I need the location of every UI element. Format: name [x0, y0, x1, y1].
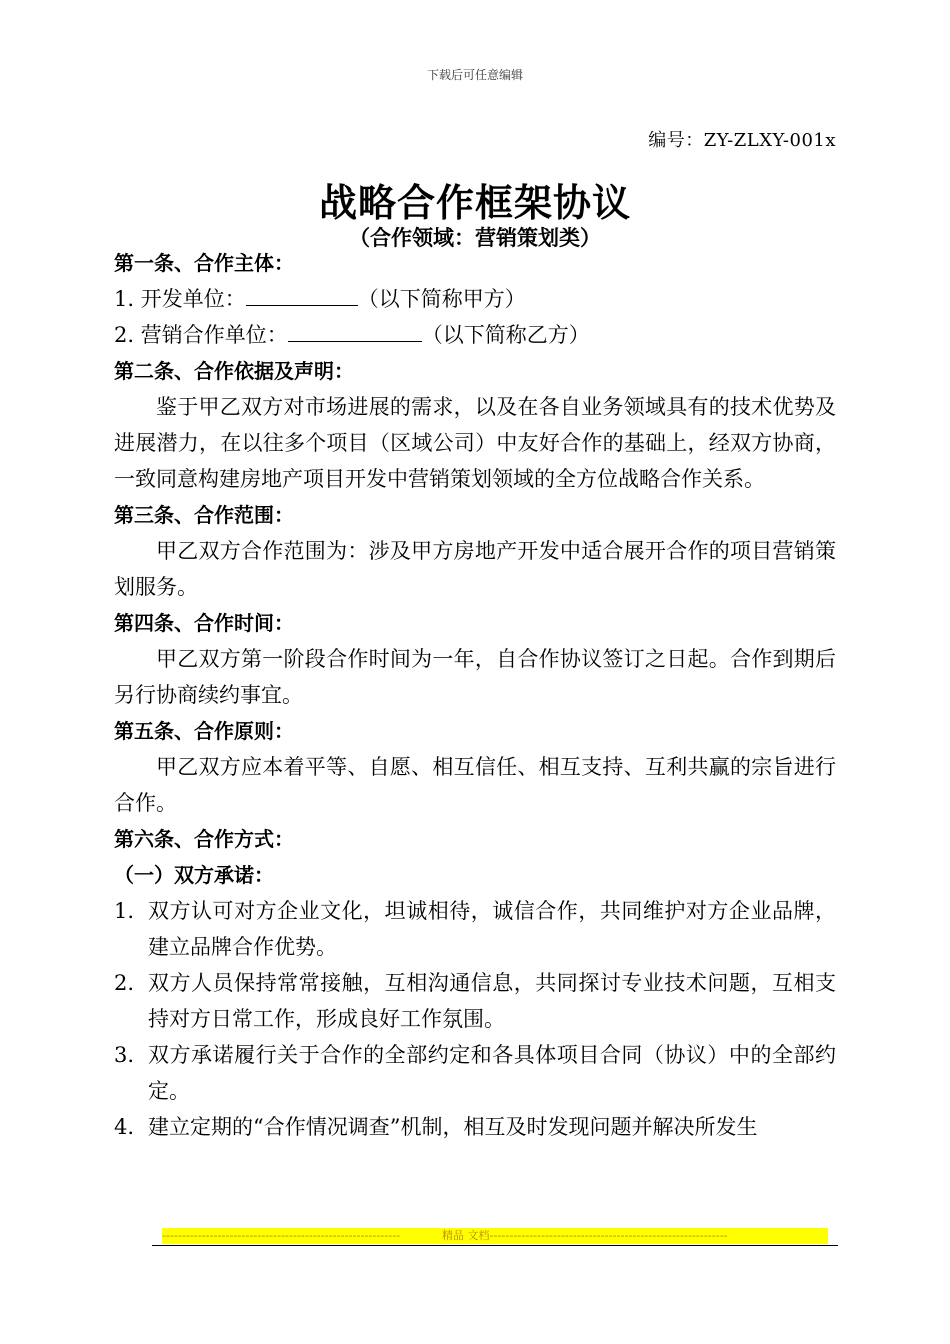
list-item-text: 双方承诺履行关于合作的全部约定和各具体项目合同（协议）中的全部约定。 [148, 1043, 836, 1103]
party-b-line [114, 317, 836, 353]
document-title: 战略合作框架协议 [318, 181, 631, 225]
article-4-text: 甲乙双方第一阶段合作时间为一年，自合作协议签订之日起。合作到期后另行协商续约事宜。 [114, 647, 836, 707]
party-a-blank [246, 283, 358, 306]
commitments-list [114, 893, 836, 1145]
article-2-heading: 第二条、合作依据及声明： [114, 359, 354, 383]
footer-label: 精品 文档 [442, 1229, 490, 1242]
footer-rule [152, 1245, 838, 1246]
article-5-text: 甲乙双方应本着平等、自愿、相互信任、相互支持、互利共赢的宗旨进行合作。 [114, 755, 836, 815]
footer-dashes-right: ------------------------------------------------------------ [489, 1229, 728, 1242]
footer-dashes-left: ------------------------------------------------------------ [162, 1229, 401, 1242]
party-a-suffix: （以下简称甲方） [357, 287, 526, 311]
party-b-blank [288, 319, 422, 342]
document-number: 编号：ZY-ZLXY-001x [648, 130, 836, 151]
header-note: 下载后可任意编辑 [426, 68, 523, 82]
article-6-subheading: （一）双方承诺： [114, 863, 274, 887]
list-item [114, 1037, 836, 1109]
article-6-heading: 第六条、合作方式： [114, 827, 294, 851]
list-item-text: 双方认可对方企业文化，坦诚相待，诚信合作，共同维护对方企业品牌，建立品牌合作优势。 [148, 899, 836, 959]
list-item-number: 2. [114, 971, 135, 995]
party-b-suffix: （以下简称乙方） [421, 323, 590, 347]
list-item-text: 建立定期的“合作情况调查”机制，相互及时发现问题并解决所发生 [148, 1115, 758, 1139]
party-a-label: 1. 开发单位： [114, 287, 246, 311]
article-3-text: 甲乙双方合作范围为：涉及甲方房地产开发中适合展开合作的项目营销策划服务。 [114, 539, 836, 599]
list-item [114, 893, 836, 965]
list-item-number: 4. [114, 1115, 135, 1139]
document-subtitle: （合作领域：营销策划类） [349, 226, 601, 250]
list-item [114, 965, 836, 1037]
article-5-heading: 第五条、合作原则： [114, 719, 294, 743]
party-a-line [114, 281, 836, 317]
article-1-heading: 第一条、合作主体： [114, 251, 294, 275]
article-4-heading: 第四条、合作时间： [114, 611, 294, 635]
document-body [114, 245, 836, 1145]
list-item-number: 1. [114, 899, 135, 923]
list-item [114, 1109, 836, 1145]
list-item-text: 双方人员保持常常接触，互相沟通信息，共同探讨专业技术问题，互相支持对方日常工作，形成良好工作氛围。 [148, 971, 836, 1031]
article-3-heading: 第三条、合作范围： [114, 503, 294, 527]
footer-banner [162, 1228, 828, 1244]
article-2-text: 鉴于甲乙双方对市场进展的需求，以及在各自业务领域具有的技术优势及进展潜力，在以往多个项目（区域公司）中友好合作的基础上，经双方协商，一致同意构建房地产项目开发中营销策划领域的全方位战略合作关系。 [114, 395, 836, 491]
list-item-number: 3. [114, 1043, 135, 1067]
party-b-label: 2. 营销合作单位： [114, 323, 288, 347]
